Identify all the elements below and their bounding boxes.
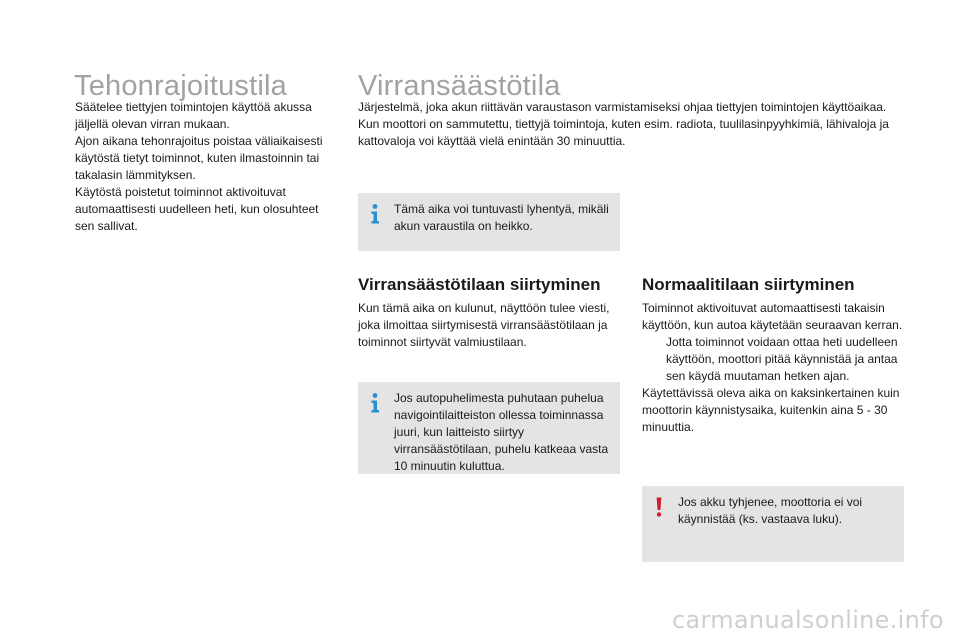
right-col-outro: Käytettävissä oleva aika on kaksinkertainen kuin moottorin käynnistysaika, kuitenkin aina 5 - 30 minuuttia. bbox=[642, 386, 900, 434]
left-paragraph-1: Säätelee tiettyjen toimintojen käyttöä akussa jäljellä olevan virran mukaan. bbox=[75, 100, 312, 131]
mid-paragraph: Kun tämä aika on kulunut, näyttöön tulee viesti, joka ilmoittaa siirtymisestä virransäästötilaan ja toiminnot siirtyvät valmiustilaan. bbox=[358, 301, 610, 349]
right-col-bullet-text: Jotta toiminnot voidaan ottaa heti uudelleen käyttöön, moottori pitää käynnistää ja antaa sen käydä muutaman hetken ajan. bbox=[666, 335, 898, 383]
mid-body bbox=[358, 300, 623, 351]
title-tehonrajoitustila: Tehonrajoitustila bbox=[74, 70, 287, 102]
info-note-battery-text: Tämä aika voi tuntuvasti lyhentyä, mikäli akun varaustila on heikko. bbox=[394, 202, 609, 233]
watermark: carmanualsonline.info bbox=[672, 606, 944, 634]
warning-icon bbox=[652, 496, 666, 518]
info-note-phone-call bbox=[358, 382, 620, 474]
warning-note-battery-empty bbox=[642, 486, 904, 562]
info-note-phone-call-text: Jos autopuhelimesta puhutaan puhelua navigointilaitteiston ollessa toiminnassa juuri, kun laitteisto siirtyy virransäästötilaan, puhelu katkeaa vasta 10 minuutin kuluttua. bbox=[394, 391, 609, 473]
right-col-body bbox=[642, 300, 904, 436]
title-virransaastotila: Virransäästötila bbox=[358, 70, 561, 102]
right-col-bullet bbox=[642, 334, 904, 385]
left-body bbox=[75, 99, 337, 235]
right-body bbox=[358, 99, 898, 150]
info-icon bbox=[368, 203, 382, 225]
info-icon bbox=[368, 392, 382, 414]
right-paragraph-2: Kun moottori on sammutettu, tiettyjä toimintoja, kuten esim. radiota, tuulilasinpyyhkimiä, lähivaloja ja kattovaloja voi käyttää vielä enintään 30 minuuttia. bbox=[358, 117, 889, 148]
heading-virransaastotilaan-siirtyminen: Virransäästötilaan siirtyminen bbox=[358, 275, 601, 294]
info-note-battery bbox=[358, 193, 620, 251]
heading-normaalitilaan-siirtyminen: Normaalitilaan siirtyminen bbox=[642, 275, 855, 294]
right-paragraph-1: Järjestelmä, joka akun riittävän varaustason varmistamiseksi ohjaa tiettyjen toimintojen käyttöaikaa. bbox=[358, 100, 887, 114]
right-col-intro: Toiminnot aktivoituvat automaattisesti takaisin käyttöön, kun autoa käytetään seuraavan kerran. bbox=[642, 301, 903, 332]
left-paragraph-3: Käytöstä poistetut toiminnot aktivoituvat automaattisesti uudelleen heti, kun olosuhteet sen sallivat. bbox=[75, 185, 319, 233]
warning-note-text: Jos akku tyhjenee, moottoria ei voi käynnistää (ks. vastaava luku). bbox=[678, 495, 863, 526]
left-paragraph-2: Ajon aikana tehonrajoitus poistaa väliaikaisesti käytöstä tietyt toiminnot, kuten ilmastoinnin tai takalasin lämmityksen. bbox=[75, 134, 323, 182]
